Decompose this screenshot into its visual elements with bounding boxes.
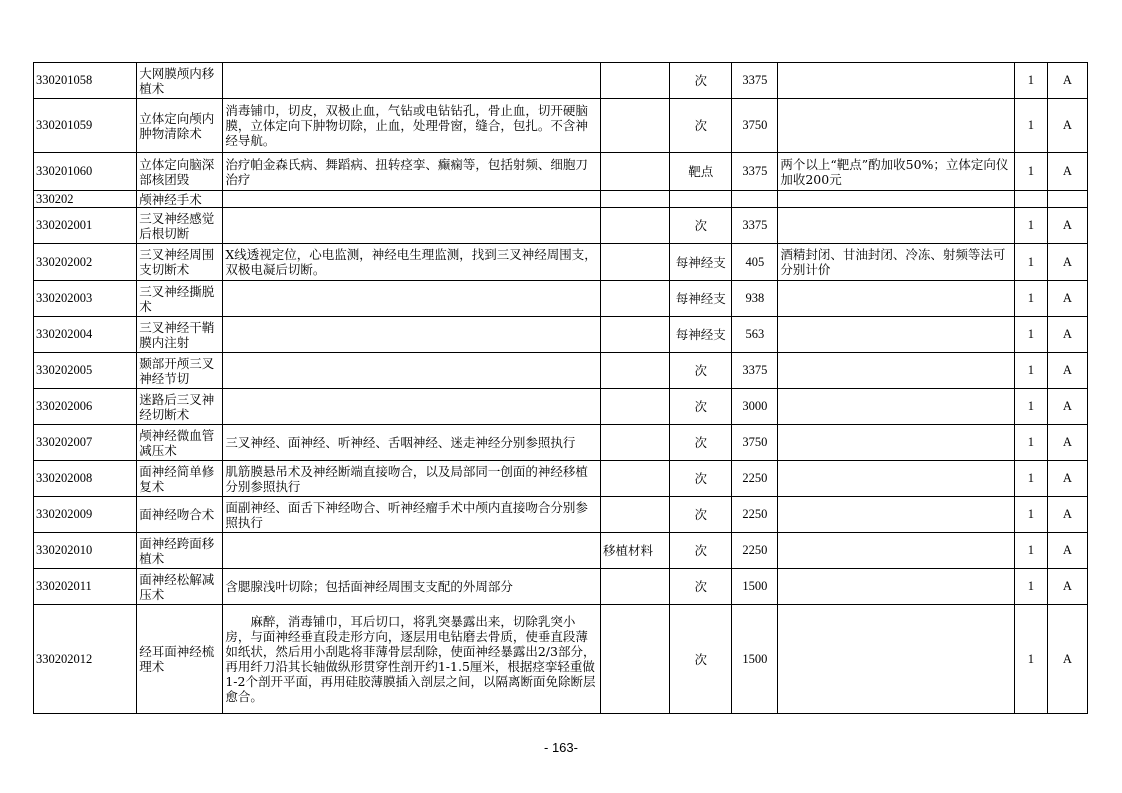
unit-cell: 次 xyxy=(670,461,732,497)
price-cell: 3375 xyxy=(732,353,778,389)
material-cell xyxy=(601,353,670,389)
note-cell: 两个以上“靶点”酌加收50%；立体定向仪加收200元 xyxy=(778,153,1014,191)
table-row xyxy=(34,244,1088,281)
unit-cell: 次 xyxy=(670,99,732,153)
note-cell xyxy=(778,191,1014,208)
grade-cell: A xyxy=(1047,353,1087,389)
flag-cell: 1 xyxy=(1014,425,1047,461)
desc-cell: 消毒铺巾，切皮，双极止血，气钻或电钻钻孔，骨止血，切开硬脑膜，立体定向下肿物切除，止血，处理骨窗，缝合，包扎。不含神经导航。 xyxy=(223,99,601,153)
material-cell xyxy=(601,605,670,714)
unit-cell: 每神经支 xyxy=(670,281,732,317)
unit-cell: 次 xyxy=(670,63,732,99)
code-cell: 330202011 xyxy=(34,569,137,605)
flag-cell: 1 xyxy=(1014,497,1047,533)
note-cell xyxy=(778,317,1014,353)
grade-cell: A xyxy=(1047,461,1087,497)
code-cell: 330202003 xyxy=(34,281,137,317)
note-cell xyxy=(778,425,1014,461)
code-cell: 330201059 xyxy=(34,99,137,153)
desc-cell: X线透视定位，心电监测，神经电生理监测，找到三叉神经周围支，双极电凝后切断。 xyxy=(223,244,601,281)
price-cell: 938 xyxy=(732,281,778,317)
code-cell: 330202008 xyxy=(34,461,137,497)
name-cell: 经耳面神经梳理术 xyxy=(137,605,223,714)
note-cell xyxy=(778,605,1014,714)
table-row xyxy=(34,389,1088,425)
note-cell xyxy=(778,99,1014,153)
name-cell: 大网膜颅内移植术 xyxy=(137,63,223,99)
name-cell: 面神经跨面移植术 xyxy=(137,533,223,569)
grade-cell: A xyxy=(1047,244,1087,281)
table-row xyxy=(34,461,1088,497)
grade-cell: A xyxy=(1047,605,1087,714)
table-row xyxy=(34,605,1088,714)
grade-cell: A xyxy=(1047,497,1087,533)
material-cell xyxy=(601,569,670,605)
table-row xyxy=(34,569,1088,605)
table-row xyxy=(34,191,1088,208)
grade-cell: A xyxy=(1047,281,1087,317)
note-cell xyxy=(778,281,1014,317)
grade-cell: A xyxy=(1047,533,1087,569)
name-cell: 颅神经手术 xyxy=(137,191,223,208)
code-cell: 330202009 xyxy=(34,497,137,533)
grade-cell: A xyxy=(1047,425,1087,461)
code-cell: 330201058 xyxy=(34,63,137,99)
price-cell: 2250 xyxy=(732,461,778,497)
material-cell xyxy=(601,425,670,461)
grade-cell: A xyxy=(1047,317,1087,353)
desc-cell xyxy=(223,63,601,99)
flag-cell: 1 xyxy=(1014,244,1047,281)
note-cell: 酒精封闭、甘油封闭、冷冻、射频等法可分别计价 xyxy=(778,244,1014,281)
flag-cell: 1 xyxy=(1014,99,1047,153)
price-cell: 3375 xyxy=(732,208,778,244)
unit-cell: 次 xyxy=(670,497,732,533)
desc-cell: 含腮腺浅叶切除；包括面神经周围支支配的外周部分 xyxy=(223,569,601,605)
code-cell: 330202004 xyxy=(34,317,137,353)
table-row xyxy=(34,353,1088,389)
price-cell: 2250 xyxy=(732,497,778,533)
unit-cell: 次 xyxy=(670,569,732,605)
grade-cell: A xyxy=(1047,569,1087,605)
name-cell: 颞部开颅三叉神经节切 xyxy=(137,353,223,389)
table-row xyxy=(34,99,1088,153)
note-cell xyxy=(778,461,1014,497)
price-cell xyxy=(732,191,778,208)
page-number: - 163- xyxy=(544,740,578,755)
grade-cell: A xyxy=(1047,99,1087,153)
flag-cell: 1 xyxy=(1014,317,1047,353)
code-cell: 330202005 xyxy=(34,353,137,389)
table-row xyxy=(34,533,1088,569)
note-cell xyxy=(778,497,1014,533)
code-cell: 330202007 xyxy=(34,425,137,461)
unit-cell: 次 xyxy=(670,353,732,389)
material-cell: 移植材料 xyxy=(601,533,670,569)
desc-cell xyxy=(223,533,601,569)
name-cell: 三叉神经周围支切断术 xyxy=(137,244,223,281)
name-cell: 面神经松解减压术 xyxy=(137,569,223,605)
material-cell xyxy=(601,244,670,281)
flag-cell: 1 xyxy=(1014,605,1047,714)
unit-cell: 次 xyxy=(670,425,732,461)
table-row xyxy=(34,208,1088,244)
table-row xyxy=(34,497,1088,533)
price-cell: 1500 xyxy=(732,569,778,605)
name-cell: 三叉神经干鞘膜内注射 xyxy=(137,317,223,353)
material-cell xyxy=(601,317,670,353)
flag-cell: 1 xyxy=(1014,461,1047,497)
desc-cell: 麻醉，消毒铺巾，耳后切口，将乳突暴露出来，切除乳突小房，与面神经垂直段走形方向，逐层用电钻磨去骨质，使垂直段薄如纸状，然后用小刮匙将菲薄骨层刮除，使面神经暴露出2/3部分，再用纤刀沿其长轴做纵形贯穿性剖开约1-1.5厘米，根据痉挛轻重做1-2个剖开平面，再用硅胶薄膜插入剖层之间，以隔离断面免除断层愈合。 xyxy=(223,605,601,714)
desc-cell xyxy=(223,389,601,425)
price-cell: 3000 xyxy=(732,389,778,425)
flag-cell: 1 xyxy=(1014,569,1047,605)
material-cell xyxy=(601,63,670,99)
code-cell: 330202006 xyxy=(34,389,137,425)
price-cell: 563 xyxy=(732,317,778,353)
desc-cell: 面副神经、面舌下神经吻合、听神经瘤手术中颅内直接吻合分别参照执行 xyxy=(223,497,601,533)
unit-cell: 每神经支 xyxy=(670,244,732,281)
material-cell xyxy=(601,389,670,425)
desc-cell xyxy=(223,317,601,353)
name-cell: 三叉神经感觉后根切断 xyxy=(137,208,223,244)
fee-table xyxy=(33,62,1088,714)
table-row xyxy=(34,317,1088,353)
desc-cell xyxy=(223,353,601,389)
grade-cell: A xyxy=(1047,208,1087,244)
material-cell xyxy=(601,153,670,191)
note-cell xyxy=(778,63,1014,99)
name-cell: 立体定向颅内肿物清除术 xyxy=(137,99,223,153)
flag-cell: 1 xyxy=(1014,281,1047,317)
name-cell: 颅神经微血管减压术 xyxy=(137,425,223,461)
code-cell: 330202010 xyxy=(34,533,137,569)
flag-cell: 1 xyxy=(1014,389,1047,425)
price-cell: 3750 xyxy=(732,99,778,153)
name-cell: 迷路后三叉神经切断术 xyxy=(137,389,223,425)
unit-cell xyxy=(670,191,732,208)
name-cell: 三叉神经撕脱术 xyxy=(137,281,223,317)
unit-cell: 次 xyxy=(670,389,732,425)
unit-cell: 次 xyxy=(670,208,732,244)
unit-cell: 次 xyxy=(670,605,732,714)
flag-cell: 1 xyxy=(1014,63,1047,99)
unit-cell: 次 xyxy=(670,533,732,569)
flag-cell: 1 xyxy=(1014,153,1047,191)
name-cell: 面神经吻合术 xyxy=(137,497,223,533)
flag-cell xyxy=(1014,191,1047,208)
code-cell: 330202 xyxy=(34,191,137,208)
table-row xyxy=(34,153,1088,191)
desc-cell: 三叉神经、面神经、听神经、舌咽神经、迷走神经分别参照执行 xyxy=(223,425,601,461)
code-cell: 330202012 xyxy=(34,605,137,714)
material-cell xyxy=(601,191,670,208)
code-cell: 330202002 xyxy=(34,244,137,281)
note-cell xyxy=(778,208,1014,244)
material-cell xyxy=(601,208,670,244)
unit-cell: 靶点 xyxy=(670,153,732,191)
grade-cell xyxy=(1047,191,1087,208)
material-cell xyxy=(601,99,670,153)
grade-cell: A xyxy=(1047,63,1087,99)
price-cell: 3750 xyxy=(732,425,778,461)
desc-cell xyxy=(223,281,601,317)
material-cell xyxy=(601,497,670,533)
note-cell xyxy=(778,569,1014,605)
price-cell: 2250 xyxy=(732,533,778,569)
desc-cell xyxy=(223,208,601,244)
note-cell xyxy=(778,533,1014,569)
code-cell: 330202001 xyxy=(34,208,137,244)
name-cell: 立体定向脑深部核团毁 xyxy=(137,153,223,191)
desc-cell: 治疗帕金森氏病、舞蹈病、扭转痉挛、癫痫等，包括射频、细胞刀治疗 xyxy=(223,153,601,191)
material-cell xyxy=(601,281,670,317)
price-cell: 3375 xyxy=(732,63,778,99)
desc-cell xyxy=(223,191,601,208)
price-cell: 1500 xyxy=(732,605,778,714)
flag-cell: 1 xyxy=(1014,533,1047,569)
unit-cell: 每神经支 xyxy=(670,317,732,353)
flag-cell: 1 xyxy=(1014,353,1047,389)
table-row xyxy=(34,425,1088,461)
table-row xyxy=(34,63,1088,99)
price-cell: 405 xyxy=(732,244,778,281)
name-cell: 面神经简单修复术 xyxy=(137,461,223,497)
price-cell: 3375 xyxy=(732,153,778,191)
material-cell xyxy=(601,461,670,497)
grade-cell: A xyxy=(1047,389,1087,425)
note-cell xyxy=(778,353,1014,389)
table-row xyxy=(34,281,1088,317)
note-cell xyxy=(778,389,1014,425)
code-cell: 330201060 xyxy=(34,153,137,191)
flag-cell: 1 xyxy=(1014,208,1047,244)
desc-cell: 肌筋膜悬吊术及神经断端直接吻合，以及局部同一创面的神经移植分别参照执行 xyxy=(223,461,601,497)
grade-cell: A xyxy=(1047,153,1087,191)
